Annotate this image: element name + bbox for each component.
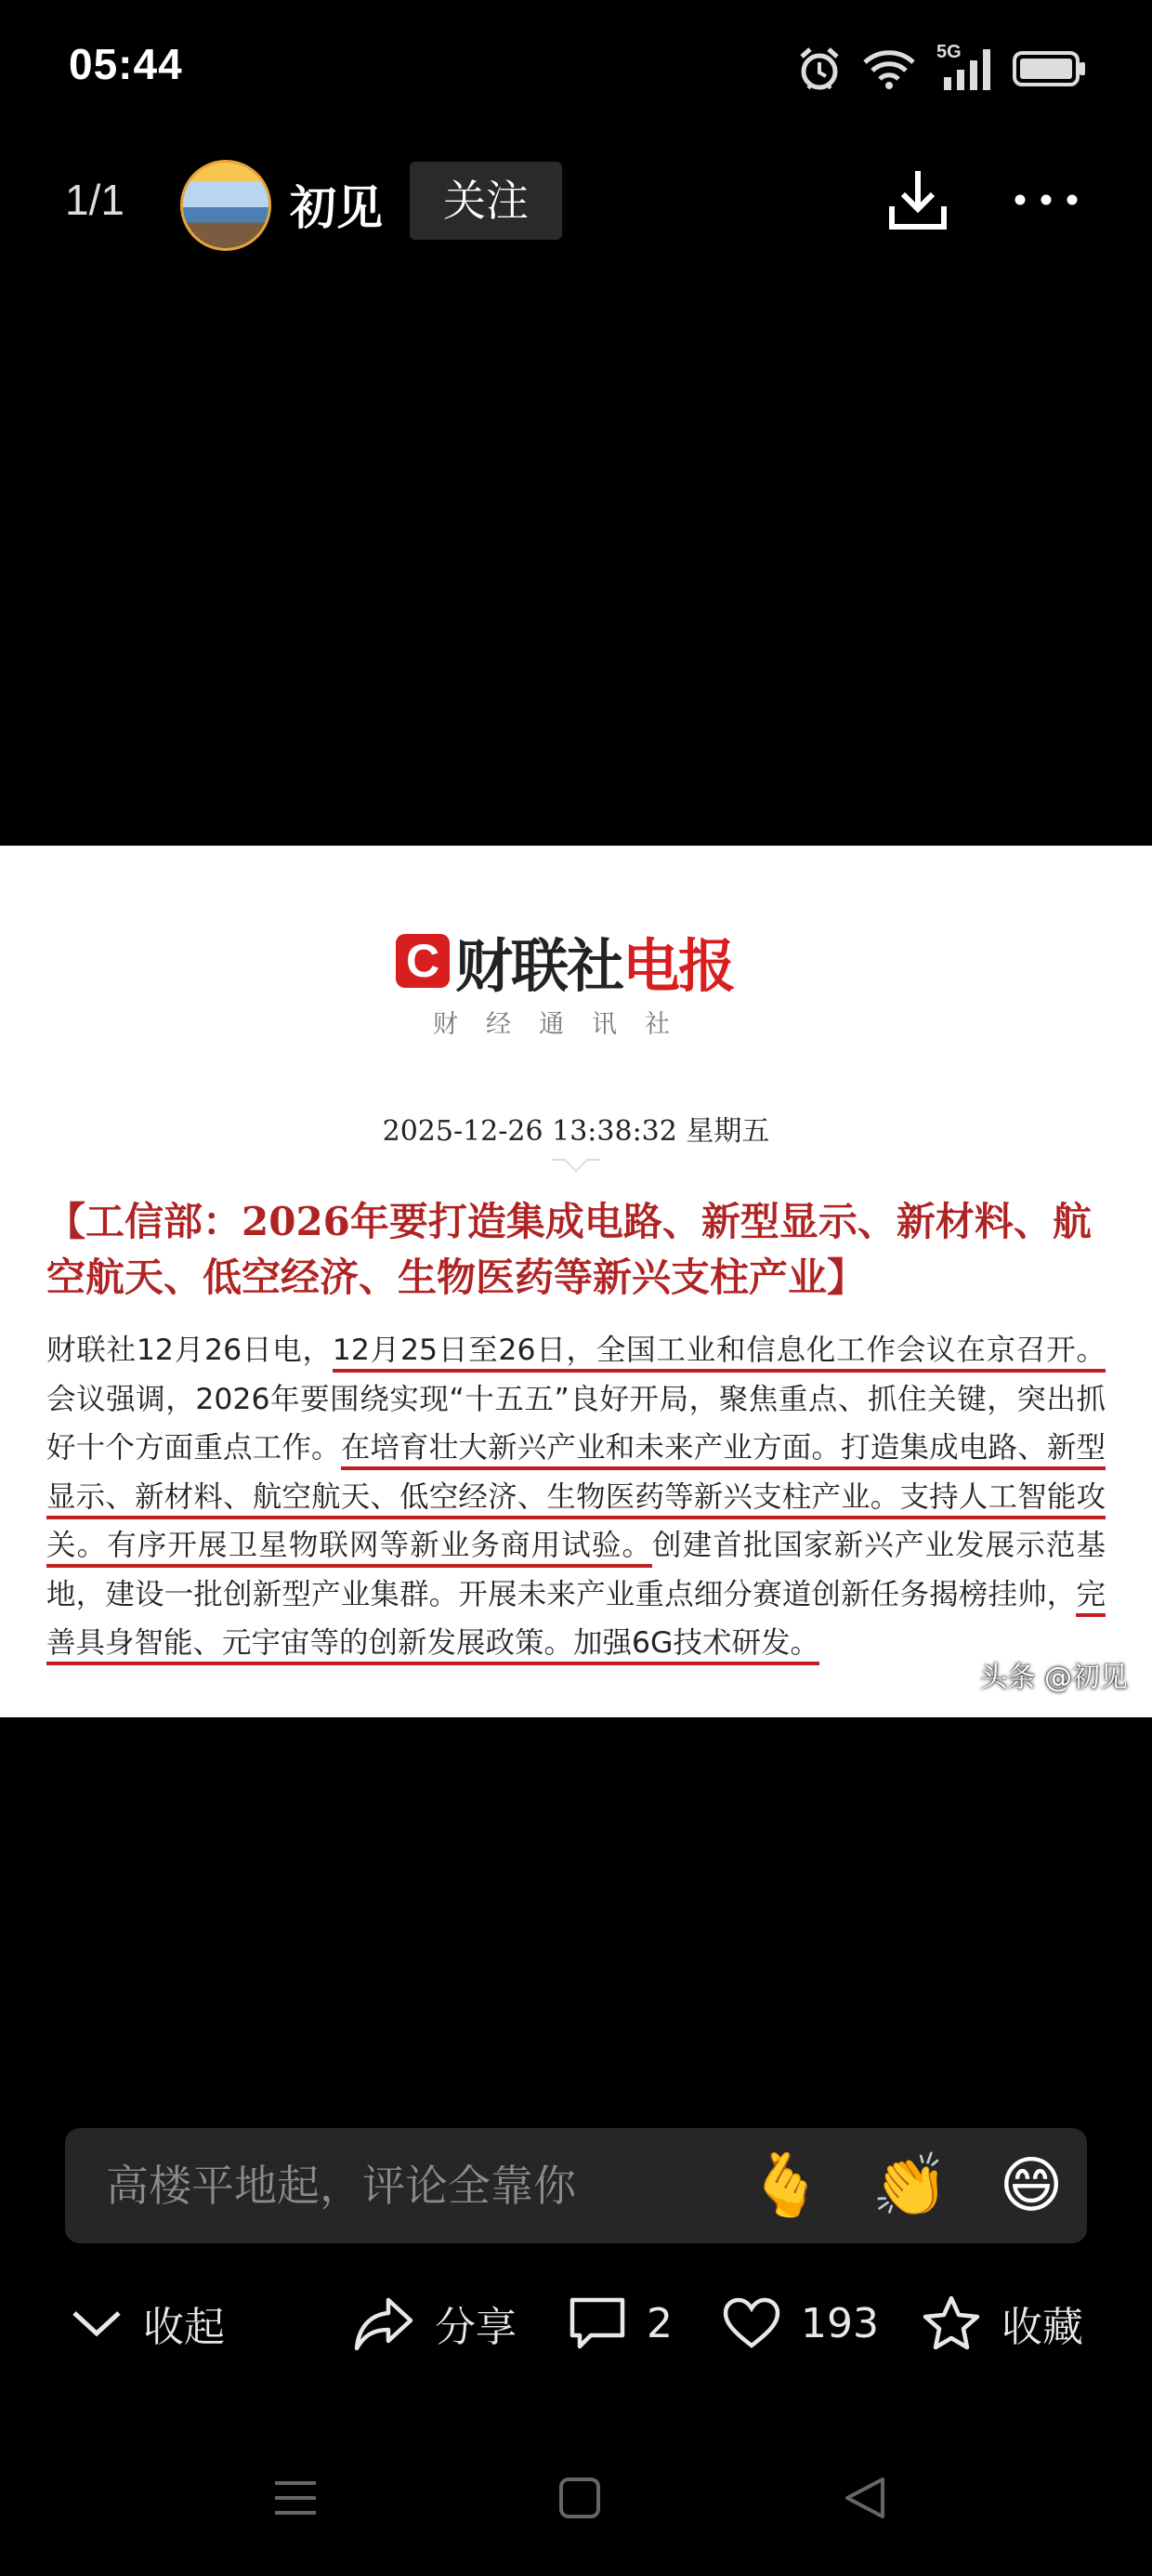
article-image[interactable] — [0, 846, 1152, 1717]
comment-input[interactable]: 高楼平地起，评论全靠你 — [106, 2161, 576, 2211]
publisher-logo — [396, 926, 735, 1000]
finger-heart-emoji-button[interactable]: 🫰 — [747, 2149, 825, 2221]
back-icon[interactable] — [840, 2472, 892, 2524]
logo-text-black: 财联社 — [455, 931, 623, 1000]
home-icon[interactable] — [554, 2472, 606, 2524]
logo-subtitle: 财经通讯社 — [433, 1010, 698, 1039]
caret-divider-icon — [552, 1152, 600, 1176]
news-body — [46, 1326, 1106, 1668]
more-button[interactable] — [1011, 186, 1081, 214]
network-type: 5G — [936, 42, 962, 62]
chevron-down-icon — [71, 2307, 123, 2339]
heart-icon — [723, 2297, 780, 2349]
like-button[interactable] — [723, 2286, 879, 2360]
news-datetime: 2025-12-26 13:38:32 星期五 — [382, 1115, 770, 1148]
source-watermark: 头条 @初见 — [979, 1662, 1128, 1694]
highlighted-text: 完善具身智能、元宇宙等的创新发展政策。加强6G技术研发。 — [46, 1578, 1106, 1666]
collapse-label: 收起 — [143, 2304, 225, 2351]
status-bar — [0, 0, 1152, 139]
logo-mark — [396, 934, 450, 988]
share-icon — [353, 2294, 414, 2352]
comment-count: 2 — [647, 2299, 673, 2347]
news-title: 【工信部：2026年要打造集成电路、新型显示、新材料、航空航天、低空经济、生物医药等新兴支柱产业】 — [46, 1199, 1092, 1300]
status-time: 05:44 — [69, 40, 183, 88]
highlighted-text: 12月25日至26日，全国工业和信息化工作会议在京召开。 — [333, 1334, 1106, 1373]
star-icon — [922, 2294, 981, 2352]
favorite-button[interactable] — [922, 2286, 1083, 2360]
wifi-icon — [862, 47, 916, 90]
page-counter: 1/1 — [65, 176, 124, 224]
favorite-label: 收藏 — [1001, 2304, 1083, 2351]
author-name[interactable]: 初见 — [290, 181, 383, 235]
alarm-icon — [797, 46, 842, 92]
body-text: 会议强调，2026年要围绕实现“十五五”良好开局，聚焦重点、抓住关键，突出抓好十个方面重点工作。 — [46, 1382, 1106, 1465]
signal-icon — [936, 42, 992, 92]
follow-button[interactable]: 关注 — [410, 162, 562, 240]
menu-icon[interactable] — [269, 2472, 321, 2524]
top-bar — [0, 149, 1152, 251]
battery-icon — [1013, 49, 1087, 88]
system-navigation-bar — [0, 2472, 1152, 2543]
highlighted-text: 在培育壮大新兴产业和未来产业方面。打造集成电路、新型显示、新材料、航空航天、低空经济、生物医药等新兴支柱产业。支持人工智能攻关。有序开展卫星物联网等新业务商用试验。 — [46, 1431, 1106, 1568]
download-button[interactable] — [883, 165, 953, 236]
status-icons — [797, 41, 1087, 97]
like-count: 193 — [801, 2299, 879, 2347]
laugh-emoji-button[interactable]: 😄 — [999, 2149, 1064, 2221]
logo-mark-letter: C — [405, 935, 440, 987]
comment-icon — [569, 2296, 626, 2350]
author-avatar[interactable] — [180, 160, 271, 251]
body-text: 创建首批国家新兴产业发展示范基地，建设一批创新型产业集群。开展未来产业重点细分赛道创新任务揭榜挂帅， — [46, 1529, 1106, 1611]
comment-bar — [65, 2128, 1087, 2243]
share-button[interactable] — [353, 2286, 517, 2360]
more-icon — [1011, 186, 1081, 214]
download-icon — [883, 165, 953, 236]
share-label: 分享 — [435, 2304, 517, 2351]
clap-emoji-button[interactable]: 👏 — [871, 2149, 949, 2221]
action-bar — [0, 2286, 1152, 2360]
logo-text-red: 电报 — [622, 931, 735, 1000]
comment-button[interactable] — [569, 2286, 673, 2360]
collapse-button[interactable] — [71, 2286, 225, 2360]
body-text: 财联社12月26日电， — [46, 1334, 333, 1367]
